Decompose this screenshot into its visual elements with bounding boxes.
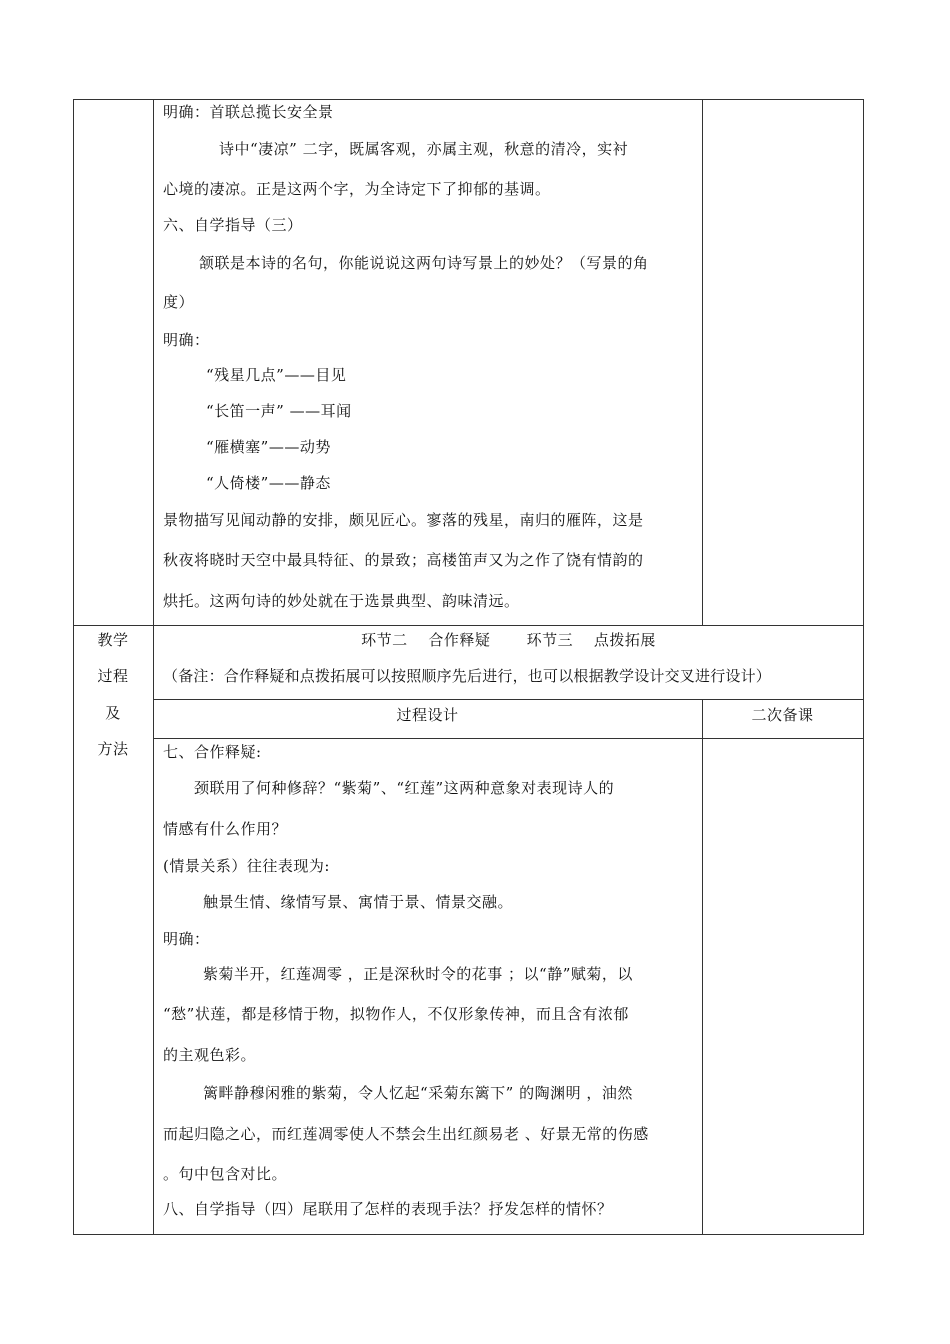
upper-line-12: 景物描写见闻动静的安排，颇见匠心。寥落的残星，南归的雁阵，这是 — [163, 511, 644, 529]
upper-line-1: 明确：首联总揽长安全景 — [163, 103, 334, 121]
lower-line-6: 明确： — [163, 930, 210, 948]
column-header-second-prep: 二次备课 — [751, 706, 814, 724]
left-label-line-4: 方法 — [97, 740, 129, 758]
upper-line-3: 心境的凄凉。正是这两个字，为全诗定下了抑郁的基调。 — [163, 180, 551, 198]
upper-line-5: 颔联是本诗的名句，你能说说这两句诗写景上的妙处？（写景的角 — [199, 254, 649, 272]
upper-heading-6: 六、自学指导（三） — [163, 216, 303, 234]
table-bottom-border — [73, 1234, 864, 1235]
upper-line-11: “人倚楼”——静态 — [206, 474, 331, 492]
lower-heading-7: 七、合作释疑: — [163, 743, 262, 761]
upper-line-10: “雁横塞”——动势 — [206, 438, 331, 456]
column-header-process-design: 过程设计 — [396, 706, 459, 724]
upper-line-13: 秋夜将晓时天空中最具特征、的景致；高楼笛声又为之作了饶有情韵的 — [163, 551, 644, 569]
lower-line-10: 篱畔静穆闲雅的紫菊，令人忆起“采菊东篱下” 的陶渊明 ，油然 — [203, 1084, 633, 1102]
upper-line-14: 烘托。这两句诗的妙处就在于选景典型、韵味清远。 — [163, 592, 520, 610]
notes-column-divider-lower — [702, 699, 703, 1235]
header-divider — [153, 699, 864, 700]
row-divider-upper — [73, 625, 864, 626]
lower-line-5: 触景生情、缘情写景、寓情于景、情景交融。 — [203, 893, 514, 911]
table-top-border — [73, 99, 864, 100]
lower-heading-8: 八、自学指导（四）尾联用了怎样的表现手法？抒发怎样的情怀？ — [163, 1200, 613, 1218]
label-column-divider — [153, 99, 154, 1235]
lower-line-2: 颈联用了何种修辞？“紫菊”、“红莲”这两种意象对表现诗人的 — [194, 779, 615, 797]
section-header-note: （备注：合作释疑和点拨拓展可以按照顺序先后进行，也可以根据教学设计交叉进行设计） — [163, 667, 772, 685]
upper-line-7: 明确： — [163, 331, 210, 349]
lower-line-11: 而起归隐之心，而红莲凋零使人不禁会生出红颜易老 、好景无常的伤感 — [163, 1125, 649, 1143]
left-label-line-1: 教学 — [97, 631, 129, 649]
upper-line-9: “长笛一声” ——耳闻 — [206, 402, 352, 420]
lower-line-8: “愁”状莲，都是移情于物，拟物作人，不仅形象传神，而且含有浓郁 — [163, 1005, 629, 1023]
section-header-title: 环节二 合作释疑 环节三 点拨拓展 — [361, 631, 656, 649]
column-header-divider — [153, 738, 864, 739]
left-label-line-3: 及 — [105, 704, 121, 722]
table-right-border — [863, 99, 864, 1235]
notes-column-divider-upper — [702, 99, 703, 626]
upper-line-2: 诗中“凄凉” 二字，既属客观，亦属主观，秋意的清冷，实衬 — [219, 140, 629, 158]
lower-line-3: 情感有什么作用？ — [163, 820, 288, 838]
lower-line-7: 紫菊半开，红莲凋零 ，正是深秋时令的花事 ；以“静”赋菊，以 — [203, 965, 633, 983]
lower-line-4: (情景关系）往往表现为: — [163, 857, 330, 875]
upper-line-6: 度） — [163, 293, 195, 311]
upper-line-8: “残星几点”——目见 — [206, 366, 347, 384]
lower-line-9: 的主观色彩。 — [163, 1046, 257, 1064]
lower-line-12: 。句中包含对比。 — [163, 1165, 288, 1183]
left-label-line-2: 过程 — [97, 667, 129, 685]
